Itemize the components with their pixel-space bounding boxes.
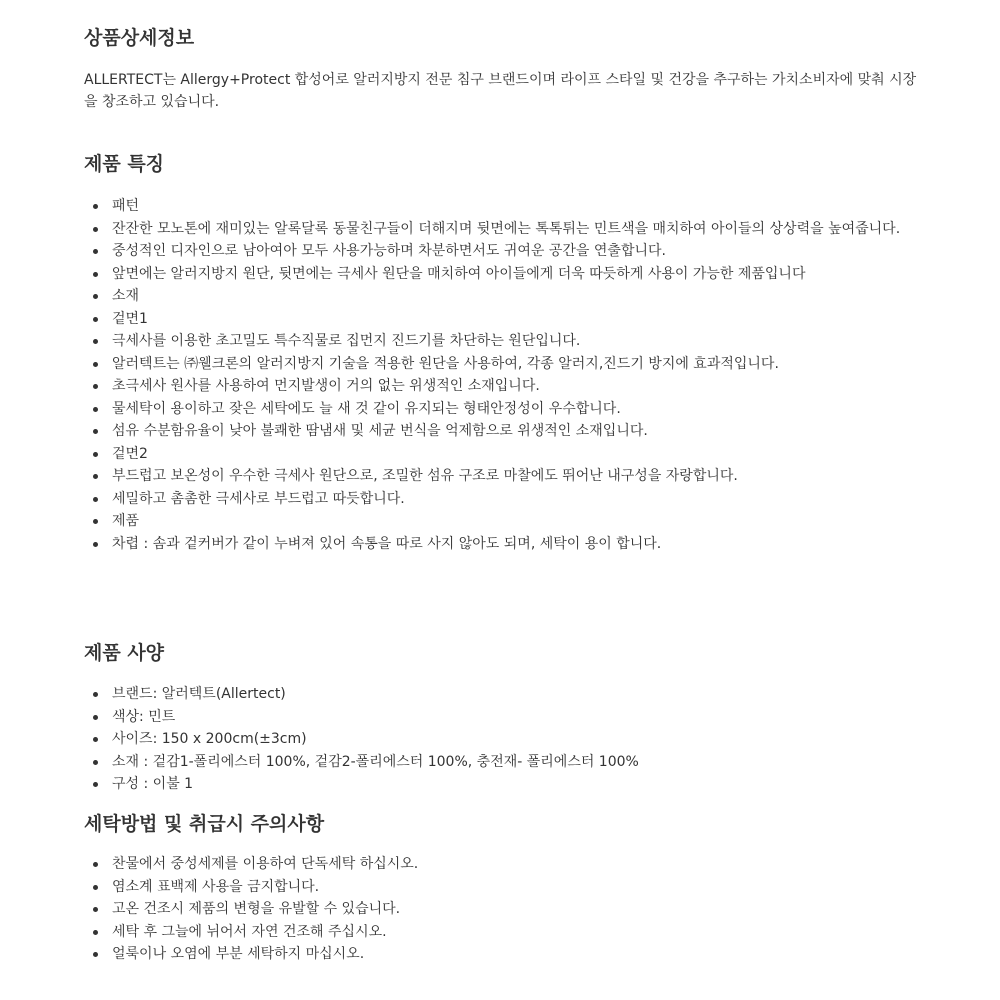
- list-item: 차렵 : 솜과 겉커버가 같이 누벼져 있어 속통을 따로 사지 않아도 되며, 세탁이 용이 합니다.: [84, 533, 924, 556]
- list-item: 중성적인 디자인으로 남아여아 모두 사용가능하며 차분하면서도 귀여운 공간을 연출합니다.: [84, 240, 924, 263]
- specs-title: 제품 사양: [84, 642, 165, 664]
- list-item: 사이즈: 150 x 200cm(±3cm): [84, 728, 924, 751]
- list-item: 세탁 후 그늘에 뉘어서 자연 건조해 주십시오.: [84, 921, 924, 944]
- features-list: [84, 195, 924, 555]
- list-item: 앞면에는 알러지방지 원단, 뒷면에는 극세사 원단을 매치하여 아이들에게 더욱 따듯하게 사용이 가능한 제품입니다: [84, 263, 924, 286]
- list-item: 찬물에서 중성세제를 이용하여 단독세탁 하십시오.: [84, 853, 924, 876]
- list-item: 잔잔한 모노톤에 재미있는 알록달록 동물친구들이 더해지며 뒷면에는 톡톡튀는 민트색을 매치하여 아이들의 상상력을 높여줍니다.: [84, 218, 924, 241]
- list-item: 초극세사 원사를 사용하여 먼지발생이 거의 없는 위생적인 소재입니다.: [84, 375, 924, 398]
- list-item: 세밀하고 촘촘한 극세사로 부드럽고 따듯합니다.: [84, 488, 924, 511]
- list-item: 극세사를 이용한 초고밀도 특수직물로 집먼지 진드기를 차단하는 원단입니다.: [84, 330, 924, 353]
- list-item: 색상: 민트: [84, 706, 924, 729]
- list-item: 섬유 수분함유율이 낮아 불쾌한 땀냄새 및 세균 번식을 억제함으로 위생적인 소재입니다.: [84, 420, 924, 443]
- list-item: 구성 : 이불 1: [84, 773, 924, 796]
- list-item: 겉면2: [84, 443, 924, 466]
- specs-list: [84, 683, 924, 796]
- list-item: 알러텍트는 ㈜웰크론의 알러지방지 기술을 적용한 원단을 사용하여, 각종 알러지,진드기 방지에 효과적입니다.: [84, 353, 924, 376]
- list-item: 패턴: [84, 195, 924, 218]
- list-item: 부드럽고 보온성이 우수한 극세사 원단으로, 조밀한 섬유 구조로 마찰에도 뛰어난 내구성을 자랑합니다.: [84, 465, 924, 488]
- list-item: 물세탁이 용이하고 잦은 세탁에도 늘 새 것 같이 유지되는 형태안정성이 우수합니다.: [84, 398, 924, 421]
- list-item: 염소계 표백제 사용을 금지합니다.: [84, 876, 924, 899]
- care-list: [84, 853, 924, 966]
- list-item: 소재: [84, 285, 924, 308]
- care-title: 세탁방법 및 취급시 주의사항: [84, 813, 325, 835]
- list-item: 제품: [84, 510, 924, 533]
- product-detail-title: 상품상세정보: [84, 27, 195, 49]
- list-item: 소재 : 겉감1-폴리에스터 100%, 겉감2-폴리에스터 100%, 충전재- 폴리에스터 100%: [84, 751, 924, 774]
- list-item: 얼룩이나 오염에 부분 세탁하지 마십시오.: [84, 943, 924, 966]
- features-title: 제품 특징: [84, 153, 165, 175]
- list-item: 고온 건조시 제품의 변형을 유발할 수 있습니다.: [84, 898, 924, 921]
- brand-intro-text: ALLERTECT는 Allergy+Protect 합성어로 알러지방지 전문 침구 브랜드이며 라이프 스타일 및 건강을 추구하는 가치소비자에 맞춰 시장을 창조하고 있습니다.: [84, 72, 917, 110]
- list-item: 겉면1: [84, 308, 924, 331]
- list-item: 브랜드: 알러텍트(Allertect): [84, 683, 924, 706]
